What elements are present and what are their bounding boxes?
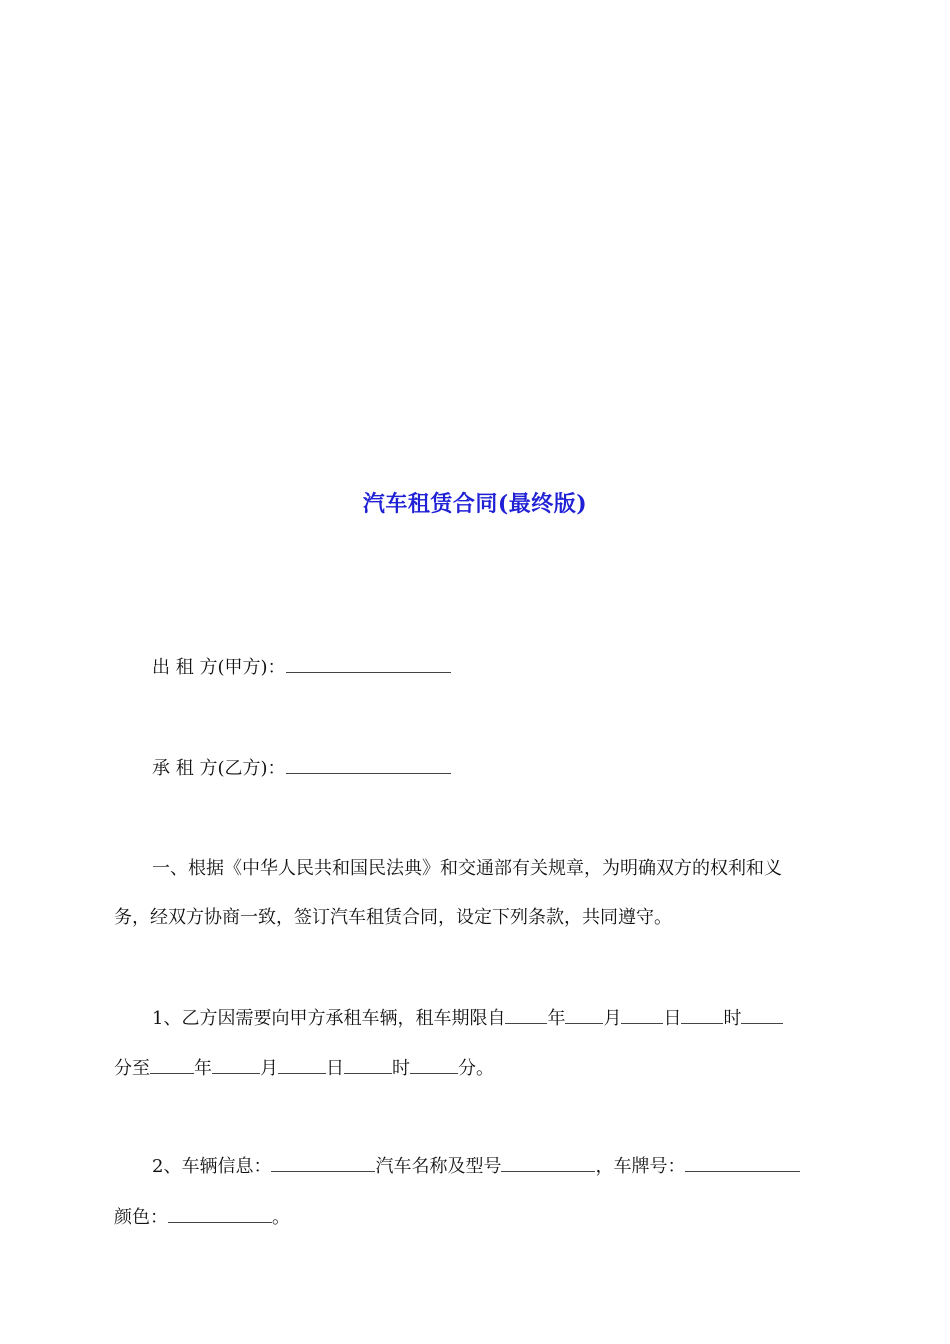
- start-minute-blank: [741, 1009, 783, 1024]
- plate-blank: [685, 1157, 800, 1172]
- paragraph-1-line-2: 务，经双方协商一致，签订汽车租赁合同，设定下列条款，共同遵守。: [114, 907, 672, 928]
- end-year-blank: [150, 1059, 194, 1074]
- color-label: 颜色：: [114, 1207, 168, 1228]
- clause-2-line-2: [114, 1207, 290, 1229]
- start-day-blank: [621, 1009, 663, 1024]
- end-hour-blank: [344, 1059, 392, 1074]
- clause-1-line-2: [114, 1058, 494, 1080]
- hour-label: 时: [723, 1008, 742, 1029]
- month-label: 月: [603, 1008, 622, 1029]
- lessee-label: 承 租 方(乙方)：: [152, 758, 286, 779]
- day-label: 日: [663, 1008, 682, 1029]
- clause-2-line-1: [152, 1156, 800, 1178]
- start-hour-blank: [681, 1009, 723, 1024]
- end-minute-blank: [410, 1059, 458, 1074]
- clause-2-prefix: 2、车辆信息：: [152, 1156, 272, 1177]
- lessor-blank: [286, 658, 451, 673]
- lessor-line: [152, 657, 451, 679]
- plate-label: ，车牌号：: [595, 1156, 686, 1177]
- end-month-blank: [212, 1059, 260, 1074]
- vehicle-model-blank: [501, 1157, 595, 1172]
- lessee-line: [152, 758, 451, 780]
- lessee-blank: [286, 759, 451, 774]
- end-day-blank: [278, 1059, 326, 1074]
- start-year-blank: [505, 1009, 547, 1024]
- clause-1-prefix: 1、乙方因需要向甲方承租车辆，租车期限自: [152, 1008, 506, 1029]
- year-label-2: 年: [194, 1058, 212, 1079]
- month-label-2: 月: [260, 1058, 278, 1079]
- lessor-label: 出 租 方(甲方)：: [152, 657, 286, 678]
- day-label-2: 日: [326, 1058, 344, 1079]
- hour-label-2: 时: [392, 1058, 410, 1079]
- paragraph-1-line-1: 一、根据《中华人民共和国民法典》和交通部有关规章，为明确双方的权利和义: [152, 858, 782, 879]
- vehicle-name-label: 汽车名称及型号: [375, 1156, 502, 1177]
- vehicle-info-blank: [271, 1157, 375, 1172]
- minute-end-label: 分。: [458, 1058, 494, 1079]
- year-label: 年: [547, 1008, 566, 1029]
- clause-2-end: 。: [272, 1207, 290, 1228]
- color-blank: [168, 1208, 272, 1223]
- clause-1-line-1: [152, 1008, 783, 1030]
- minute-to-label: 分至: [114, 1058, 150, 1079]
- start-month-blank: [565, 1009, 603, 1024]
- document-title: 汽车租赁合同(最终版): [362, 491, 588, 517]
